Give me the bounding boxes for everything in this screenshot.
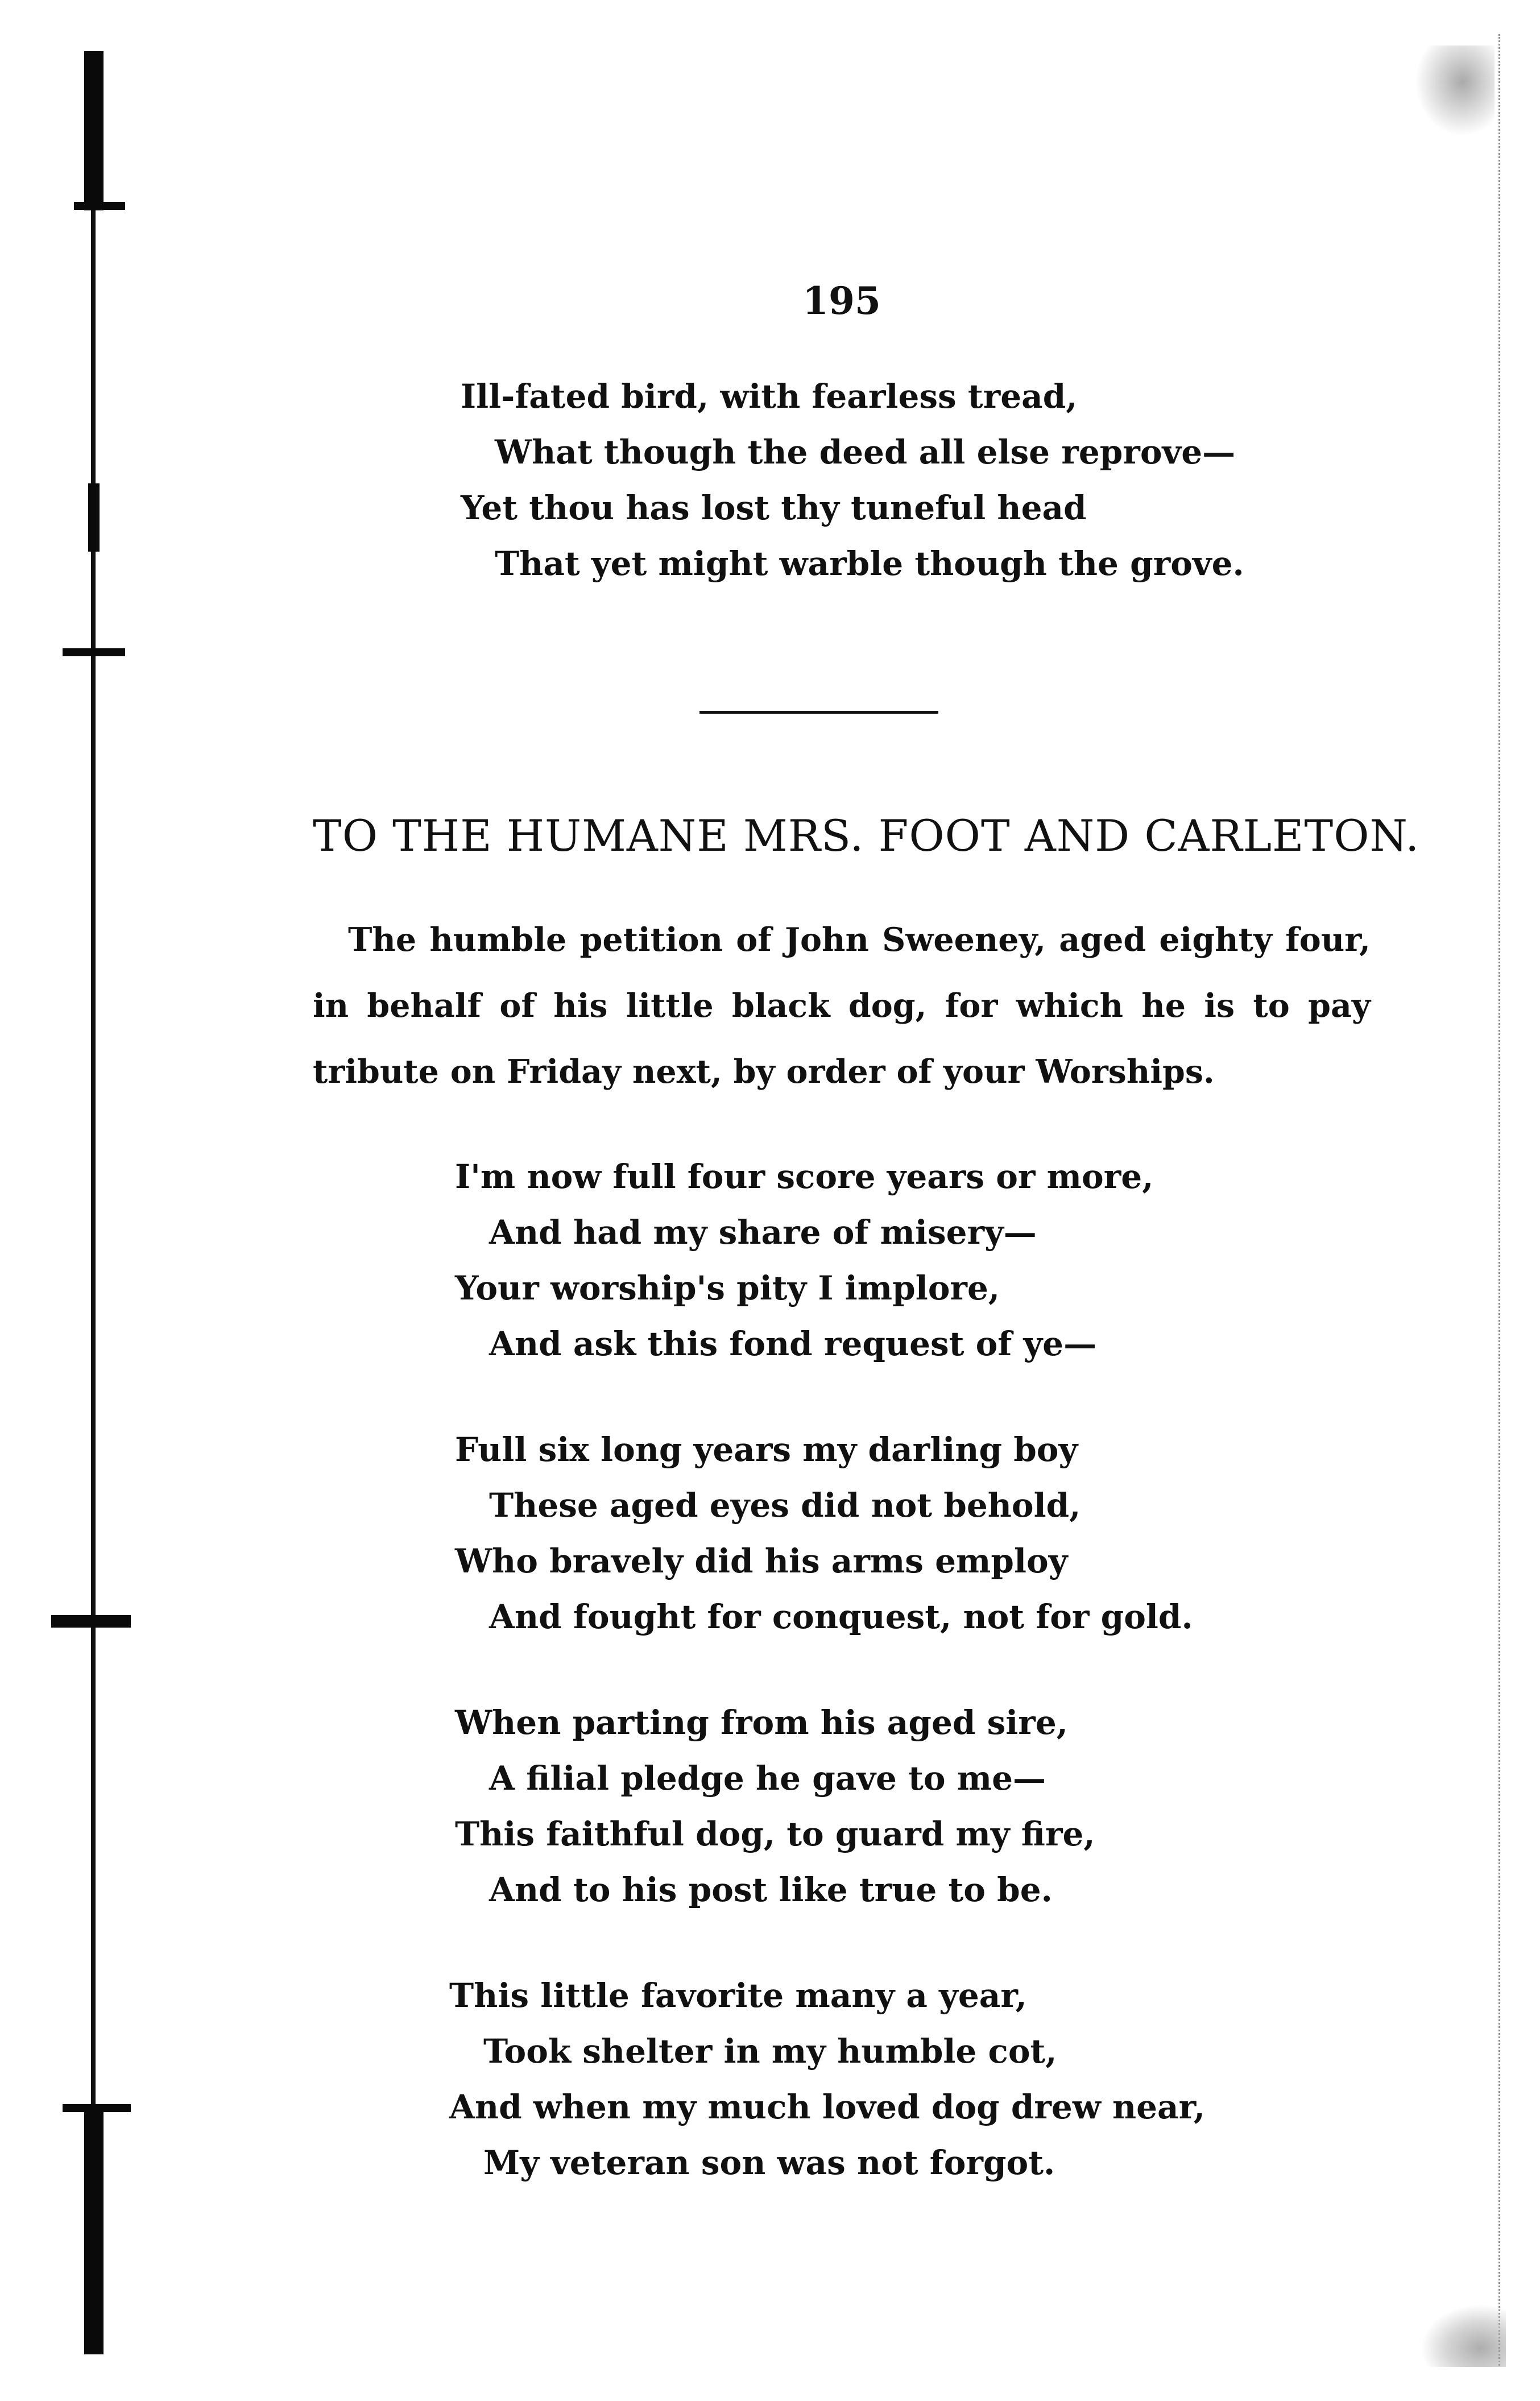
stanza-3 [455,1695,1095,1918]
verse-line: Ill-fated bird, with fearless tread, [461,377,1078,416]
verse-line: And had my share of misery— [489,1213,1037,1252]
petition-paragraph: The humble petition of John Sweeney, aged eighty four, in behalf of his little black dog, for which he is to pay tribute on Friday next, by order of your Worships. [313,921,1371,1091]
page-right-edge [1498,34,1517,2366]
stanza-1 [455,1149,1153,1372]
stanza-previous-poem [461,369,1244,591]
binding-edge-tick [74,202,125,210]
stanza-2 [455,1422,1193,1645]
verse-line: When parting from his aged sire, [455,1703,1068,1742]
binding-edge-tick [63,648,125,656]
verse-line: Took shelter in my humble cot, [483,2032,1057,2071]
verse-line: A filial pledge he gave to me— [489,1759,1046,1798]
verse-line: Who bravely did his arms employ [455,1542,1068,1580]
binding-edge-tick [51,1615,131,1628]
page-number: 195 [802,279,881,323]
verse-line: I'm now full four score years or more, [455,1157,1154,1196]
verse-line: What though the deed all else reprove— [495,433,1236,471]
binding-edge-mark-bottom [84,2104,104,2354]
verse-line: And fought for conquest, not for gold. [489,1597,1193,1636]
verse-line: Your worship's pity I implore, [455,1269,1000,1307]
verse-line: Yet thou has lost thy tuneful head [461,489,1087,527]
page-corner-smudge-bottom [1421,2304,1506,2367]
verse-line: And ask this fond request of ye— [489,1324,1097,1363]
verse-line: My veteran son was not forgot. [483,2143,1055,2182]
stanza-4 [449,1968,1205,2191]
verse-line: That yet might warble though the grove. [495,544,1244,583]
binding-edge-mark-top [84,51,104,210]
verse-line: And when my much loved dog drew near, [449,2088,1206,2126]
verse-line: Full six long years my darling boy [455,1430,1078,1469]
verse-line: This faithful dog, to guard my fire, [455,1815,1095,1853]
verse-line: This little favorite many a year, [449,1976,1027,2015]
page-corner-smudge-top [1415,45,1495,136]
verse-line: And to his post like true to be. [489,1870,1053,1909]
poem-title: TO THE HUMANE MRS. FOOT AND CARLETON. [313,810,1420,861]
binding-edge-mark-mid [88,483,100,552]
binding-edge-line [91,51,96,2349]
verse-line: These aged eyes did not behold, [489,1486,1081,1525]
section-divider [699,711,938,714]
